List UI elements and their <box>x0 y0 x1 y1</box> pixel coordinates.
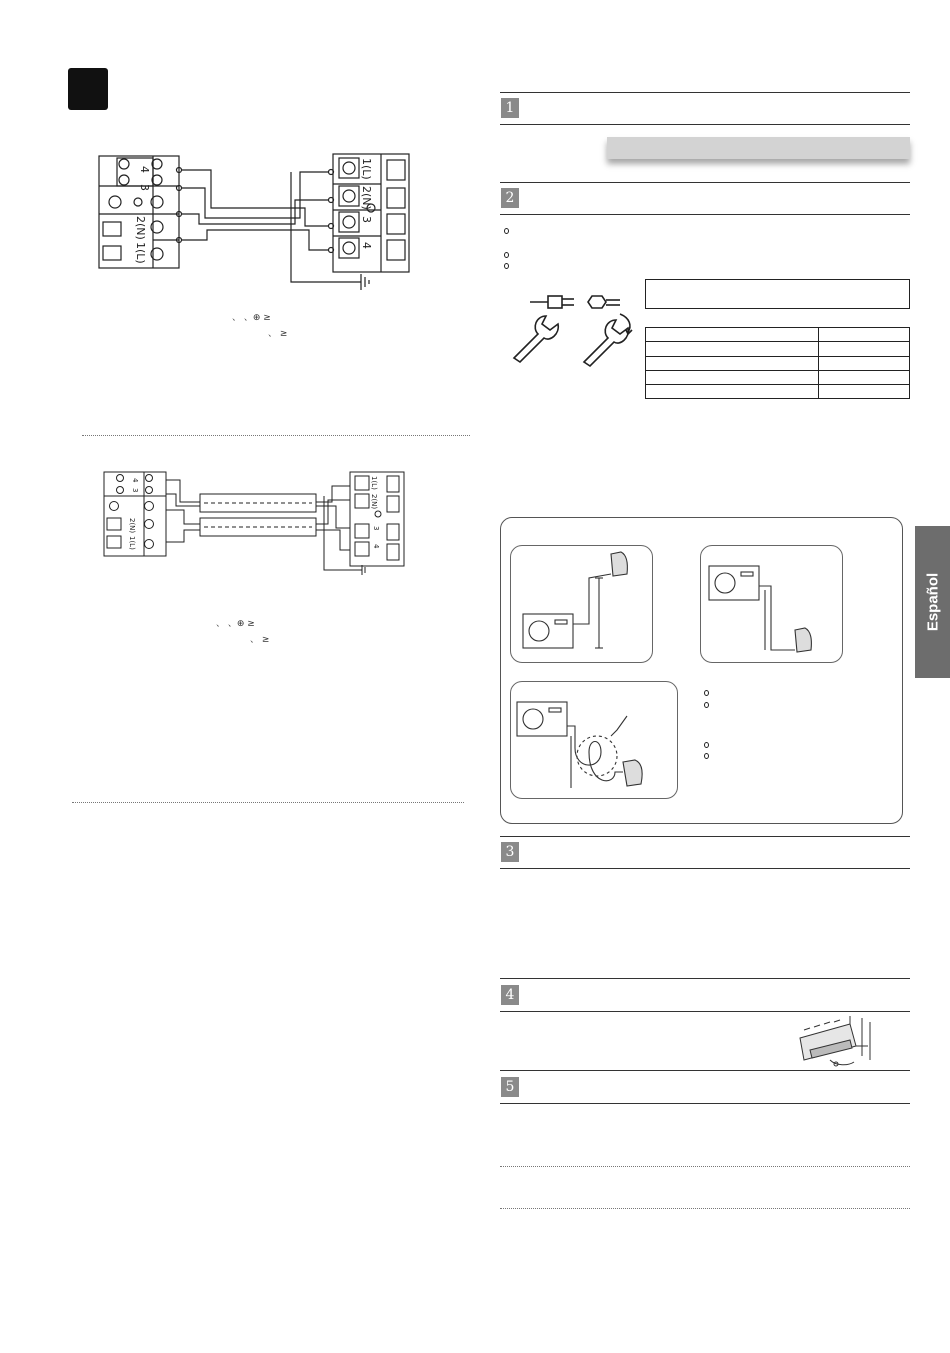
right-label-1l: 1(L) <box>360 158 373 180</box>
rule <box>500 182 910 183</box>
b-left-label-4: 4 <box>131 478 139 483</box>
b-left-label-3: 3 <box>131 488 139 493</box>
left-label-3: 3 <box>138 184 151 191</box>
wiring-note-bottom-1: 、 、⊕ ≥ <box>216 619 255 629</box>
bullet-icon <box>504 228 509 234</box>
left-label-4: 4 <box>138 166 151 173</box>
divider-dotted <box>82 435 470 436</box>
rule <box>500 836 910 837</box>
b-left-label-1l: 1(L) <box>128 536 136 550</box>
rule <box>500 978 910 979</box>
rule <box>500 868 910 869</box>
step-badge-4: 4 <box>501 985 519 1005</box>
b-left-label-2n: 2(N) <box>128 518 136 534</box>
note-box <box>645 279 910 309</box>
language-tab-label: Español <box>924 572 941 632</box>
left-label-2n: 2(N) <box>134 216 147 240</box>
wiring-note-bottom-2: 、 ≥ <box>250 635 270 645</box>
b-right-label-1l: 1(L) <box>370 476 378 490</box>
wiring-diagram-top <box>95 150 425 300</box>
torque-table <box>645 327 910 399</box>
bullet-icon <box>704 742 709 748</box>
rule <box>500 92 910 93</box>
outdoor-unit-drain-illustration <box>790 1016 890 1070</box>
scenario-outdoor-lower <box>510 545 653 663</box>
bullet-icon <box>704 690 709 696</box>
scenario-oil-trap <box>510 681 678 799</box>
b-right-label-4: 4 <box>372 544 380 549</box>
bullet-icon <box>704 702 709 708</box>
right-label-4: 4 <box>360 242 373 249</box>
wiring-note-top-2: 、 ≥ <box>268 329 288 339</box>
b-right-label-3: 3 <box>372 526 380 531</box>
step-badge-3: 3 <box>501 842 519 862</box>
step-badge-5: 5 <box>501 1077 519 1097</box>
height-difference-panel <box>500 517 903 824</box>
wiring-diagram-bottom <box>100 466 410 581</box>
right-label-3: 3 <box>360 216 373 223</box>
wiring-note-top-1: 、 、⊕ ≥ <box>232 313 271 323</box>
bullet-icon <box>504 252 509 258</box>
rule <box>500 214 910 215</box>
section-marker <box>68 68 108 110</box>
rule <box>500 1070 910 1071</box>
highlight-bar <box>607 137 910 159</box>
divider-dotted <box>500 1166 910 1167</box>
right-label-2n: 2(N) <box>360 186 373 210</box>
divider-dotted <box>500 1208 910 1209</box>
rule <box>500 124 910 125</box>
language-tab[interactable] <box>915 526 950 678</box>
rule <box>500 1103 910 1104</box>
rule <box>500 1011 910 1012</box>
left-label-1l: 1(L) <box>134 242 147 264</box>
bullet-icon <box>504 263 509 269</box>
b-right-label-2n: 2(N) <box>370 494 378 510</box>
scenario-outdoor-higher <box>700 545 843 663</box>
divider-dotted <box>72 802 464 803</box>
step-badge-2: 2 <box>501 188 519 208</box>
step-badge-1: 1 <box>501 98 519 118</box>
wrench-illustration <box>508 290 638 368</box>
bullet-icon <box>704 753 709 759</box>
